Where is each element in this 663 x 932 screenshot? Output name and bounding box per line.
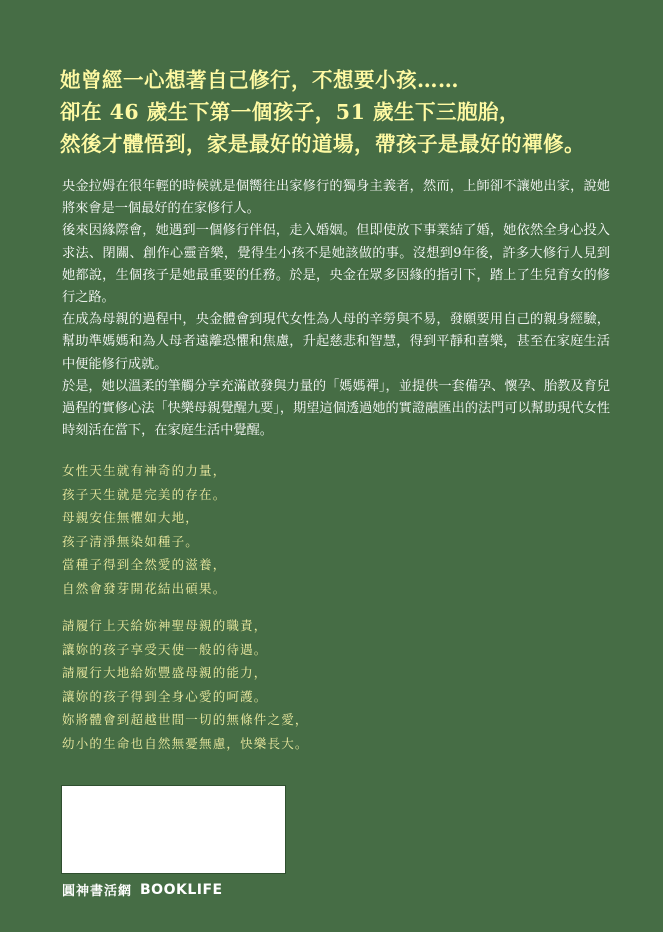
poem-line: 自然會發芽開花結出碩果。 [62,580,227,596]
headline-line: 她曾經一心想著自己修行，不想要小孩…… [60,68,459,92]
publisher-name-en: BOOKLIFE [140,881,223,898]
poem-line: 女性天生就有神奇的力量， [62,463,227,478]
poem-stanza-1 [62,459,562,601]
headline [60,64,640,160]
poem-line: 請履行大地給妳豐盛母親的能力， [62,665,268,681]
synopsis-paragraph: 後來因緣際會，她遇到一個修行伴侶，走入婚姻。但即使放下事業結了婚，她依然全身心投入求法、閉關、創作心靈音樂，覺得生小孩不是她該做的事。沒想到9年後，許多大修行人見到她都說，生個孩子是她最重要的任務。於是，央金在眾多因緣的指引下，踏上了生兒育女的修行之路。 [62,223,610,306]
poem-line: 妳將體會到超越世間一切的無條件之愛， [62,712,309,728]
poem-line: 孩子清淨無染如種子。 [62,533,200,549]
poem-line: 幼小的生命也自然無憂無慮，快樂長大。 [62,735,309,751]
barcode-area [61,785,286,874]
synopsis-paragraph: 於是，她以溫柔的筆觸分享充滿啟發與力量的「媽媽禪」，並提供一套備孕、懷孕、胎教及育兒過程的實修心法「快樂母親覺醒九要」，期望這個透過她的實證融匯出的法門可以幫助現代女性時刻活在當下，在家庭生活中覺醒。 [62,378,610,439]
publisher-logo [62,880,223,899]
synopsis [62,176,610,442]
poem-line: 母親安住無懼如大地， [62,510,200,526]
poem-line: 當種子得到全然愛的滋養， [62,557,227,573]
synopsis-paragraph: 央金拉姆在很年輕的時候就是個嚮往出家修行的獨身主義者，然而，上師卻不讓她出家，說她將來會是一個最好的在家修行人。 [62,179,610,217]
poem-line: 孩子天生就是完美的存在。 [62,486,227,502]
headline-line: 卻在 46 歲生下第一個孩子，51 歲生下三胞胎， [60,100,520,124]
poem-line: 讓妳的孩子得到全身心愛的呵護。 [62,688,268,704]
publisher-name-cn: 圓神書活網 [62,884,133,899]
synopsis-paragraph: 在成為母親的過程中，央金體會到現代女性為人母的辛勞與不易，發願要用自己的親身經驗，幫助準媽媽和為人母者遠離恐懼和焦慮，升起慈悲和智慧，得到平靜和喜樂，甚至在家庭生活中便能修行成就。 [62,312,610,372]
headline-line: 然後才體悟到，家是最好的道場，帶孩子是最好的禪修。 [60,132,585,156]
poem-line: 讓妳的孩子享受天使一般的待遇。 [62,641,268,657]
poem-stanza-2 [62,614,562,756]
poem-line: 請履行上天給妳神聖母親的職責， [62,618,268,633]
